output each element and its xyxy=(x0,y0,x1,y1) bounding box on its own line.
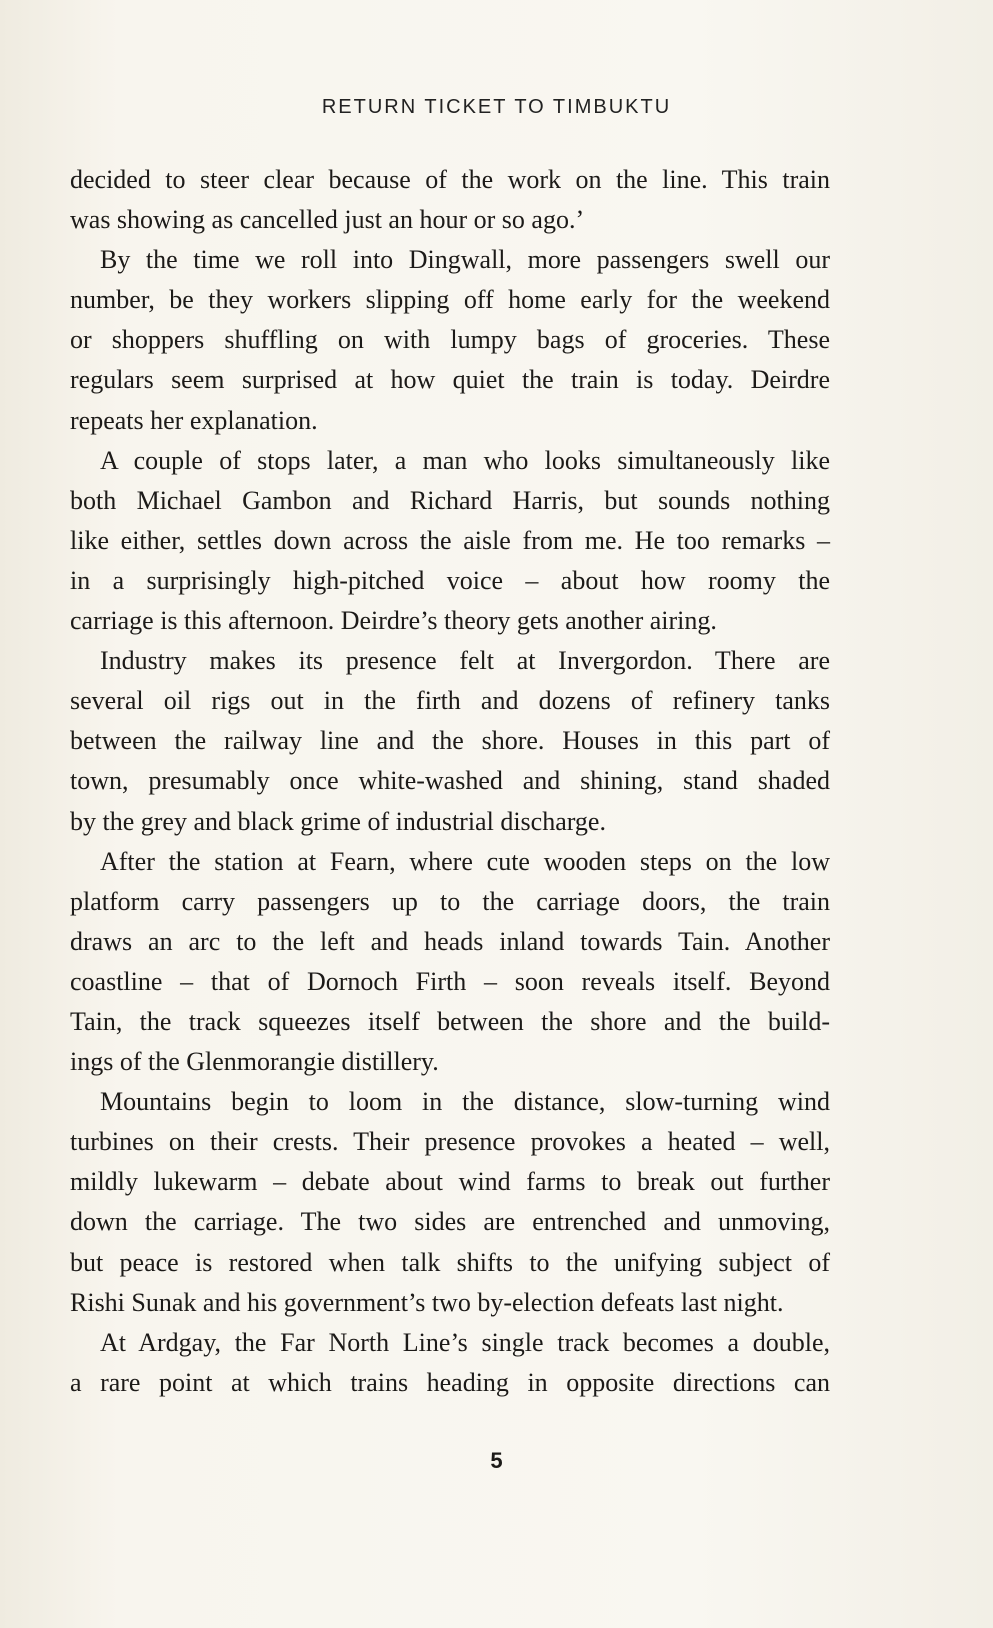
text-line: carriage is this afternoon. Deirdre’s theory gets another airing. xyxy=(70,606,717,636)
text-line: platform carry passengers up to the carriage doors, the train xyxy=(70,886,830,916)
text-line: but peace is restored when talk shifts to the unifying subject of xyxy=(70,1247,830,1277)
text-line: or shoppers shuffling on with lumpy bags of groceries. These xyxy=(70,325,830,355)
text-line: A couple of stops later, a man who looks simultaneously like xyxy=(100,445,830,475)
page-number: 5 xyxy=(490,1448,503,1473)
text-line: was showing as cancelled just an hour or so ago.’ xyxy=(70,205,585,235)
paragraph xyxy=(70,160,830,240)
paragraph xyxy=(70,1323,830,1403)
text-line: ings of the Glenmorangie distillery. xyxy=(70,1047,439,1077)
text-line: At Ardgay, the Far North Line’s single track becomes a double, xyxy=(100,1327,830,1357)
paragraph xyxy=(70,240,830,440)
text-line: by the grey and black grime of industrial discharge. xyxy=(70,806,606,836)
text-line: number, be they workers slipping off home early for the weekend xyxy=(70,285,830,315)
body-text xyxy=(70,160,830,1403)
text-line: Tain, the track squeezes itself between the shore and the build- xyxy=(70,1006,830,1036)
text-line: Rishi Sunak and his government’s two by-election defeats last night. xyxy=(70,1287,784,1317)
running-head: RETURN TICKET TO TIMBUKTU xyxy=(321,96,672,118)
paragraph xyxy=(70,1082,830,1323)
paragraph xyxy=(70,641,830,841)
paragraph xyxy=(70,441,830,641)
text-line: Mountains begin to loom in the distance, slow-turning wind xyxy=(100,1087,830,1117)
text-line: town, presumably once white-washed and shining, stand shaded xyxy=(70,766,830,796)
text-line: several oil rigs out in the firth and dozens of refinery tanks xyxy=(70,686,830,716)
text-line: like either, settles down across the aisle from me. He too remarks – xyxy=(70,525,830,555)
text-line: By the time we roll into Dingwall, more passengers swell our xyxy=(100,245,830,275)
text-line: turbines on their crests. Their presence provokes a heated – well, xyxy=(70,1127,830,1157)
text-line: After the station at Fearn, where cute wooden steps on the low xyxy=(100,846,830,876)
text-line: both Michael Gambon and Richard Harris, but sounds nothing xyxy=(70,485,830,515)
text-line: mildly lukewarm – debate about wind farms to break out further xyxy=(70,1167,830,1197)
text-line: coastline – that of Dornoch Firth – soon reveals itself. Beyond xyxy=(70,966,830,996)
text-line: draws an arc to the left and heads inland towards Tain. Another xyxy=(70,926,830,956)
text-line: decided to steer clear because of the work on the line. This train xyxy=(70,165,830,194)
text-line: between the railway line and the shore. Houses in this part of xyxy=(70,726,830,756)
paragraph xyxy=(70,842,830,1083)
text-line: in a surprisingly high-pitched voice – about how roomy the xyxy=(70,565,830,595)
text-line: repeats her explanation. xyxy=(70,405,318,435)
text-line: a rare point at which trains heading in opposite directions can xyxy=(70,1367,830,1397)
text-line: regulars seem surprised at how quiet the train is today. Deirdre xyxy=(70,365,830,395)
text-line: down the carriage. The two sides are entrenched and unmoving, xyxy=(70,1207,830,1237)
text-line: Industry makes its presence felt at Invergordon. There are xyxy=(100,646,830,676)
